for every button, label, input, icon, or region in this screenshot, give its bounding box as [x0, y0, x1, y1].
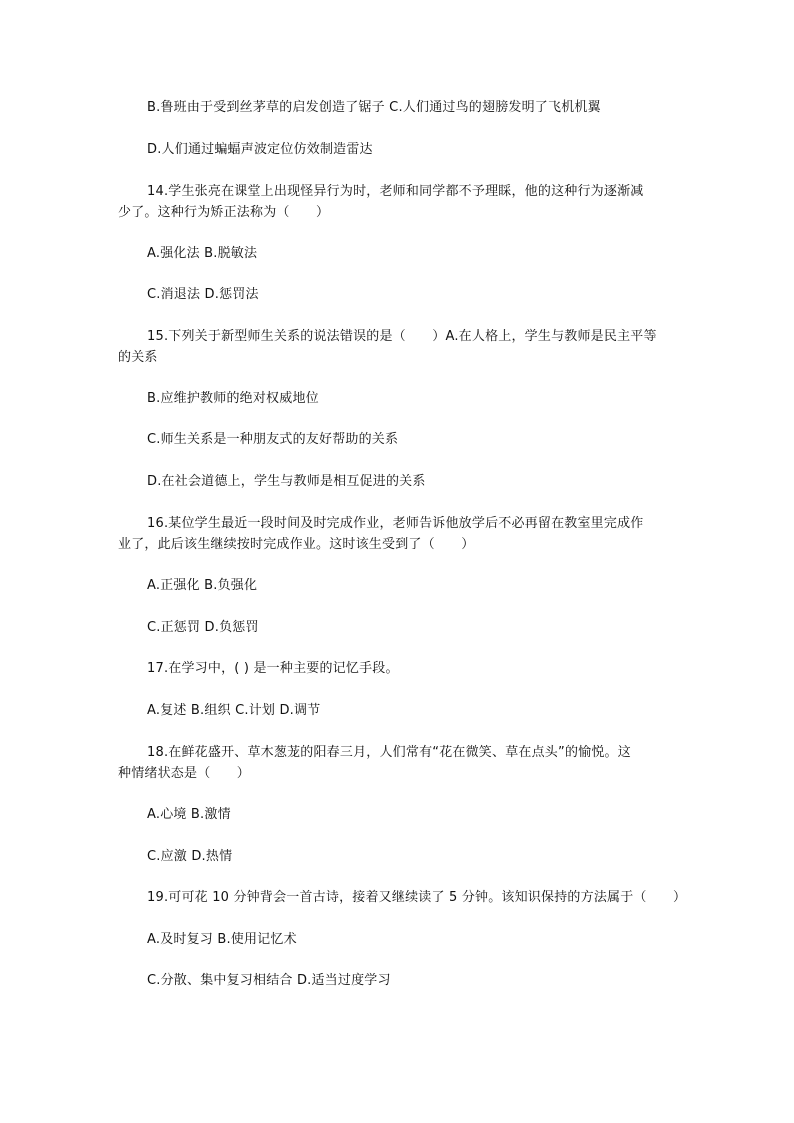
- question-16-line-1: 16.某位学生最近一段时间及时完成作业，老师告诉他放学后不必再留在教室里完成作: [147, 516, 644, 531]
- question-16-line-2: 业了，此后该生继续按时完成作业。这时该生受到了（ ）: [118, 537, 475, 552]
- option-line-b-13: B.鲁班由于受到丝茅草的启发创造了锯子 C.人们通过鸟的翅膀发明了飞机机翼: [147, 100, 601, 115]
- option-line-c-15: C.师生关系是一种朋友式的友好帮助的关系: [147, 432, 399, 447]
- question-15-line-1: 15.下列关于新型师生关系的说法错误的是（ ）A.在人格上，学生与教师是民主平等: [147, 329, 657, 344]
- option-line-abcd-17: A.复述 B.组织 C.计划 D.调节: [147, 703, 321, 718]
- option-line-d-13: D.人们通过蝙蝠声波定位仿效制造雷达: [147, 142, 373, 157]
- option-line-cd-18: C.应激 D.热情: [147, 849, 233, 864]
- question-19-line-1: 19.可可花 10 分钟背会一首古诗，接着又继续读了 5 分钟。该知识保持的方法属于（ ）: [147, 890, 687, 905]
- question-15-line-2: 的关系: [118, 350, 158, 365]
- option-line-ab-16: A.正强化 B.负强化: [147, 578, 258, 593]
- option-line-cd-19: C.分散、集中复习相结合 D.适当过度学习: [147, 973, 391, 988]
- option-line-b-15: B.应维护教师的绝对权威地位: [147, 391, 319, 406]
- option-line-d-15: D.在社会道德上，学生与教师是相互促进的关系: [147, 474, 426, 489]
- option-line-ab-18: A.心境 B.激情: [147, 807, 231, 822]
- option-line-cd-14: C.消退法 D.惩罚法: [147, 287, 259, 302]
- option-line-cd-16: C.正惩罚 D.负惩罚: [147, 620, 259, 635]
- option-line-ab-14: A.强化法 B.脱敏法: [147, 246, 258, 261]
- question-18-line-2: 种情绪状态是（ ）: [118, 766, 251, 781]
- question-14-line-1: 14.学生张亮在课堂上出现怪异行为时，老师和同学都不予理睬，他的这种行为逐渐减: [147, 184, 644, 199]
- question-14-line-2: 少了。这种行为矫正法称为（ ）: [118, 205, 330, 220]
- option-line-ab-19: A.及时复习 B.使用记忆术: [147, 932, 297, 947]
- question-18-line-1: 18.在鲜花盛开、草木葱茏的阳春三月，人们常有“花在微笑、草在点头”的愉悦。这: [147, 745, 631, 760]
- question-17-line-1: 17.在学习中，( ) 是一种主要的记忆手段。: [147, 661, 399, 676]
